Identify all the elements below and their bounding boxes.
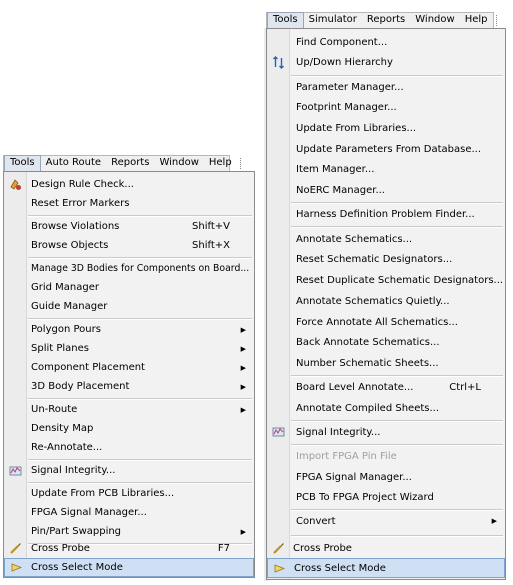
cross-probe-icon	[271, 541, 285, 555]
menu-item-label: Component Placement	[31, 362, 145, 373]
menu-item-board-level-annotate[interactable]	[267, 377, 505, 397]
menu-item-harness-definition-problem-finder[interactable]	[267, 204, 505, 224]
menu-item-label: Pin/Part Swapping	[31, 526, 122, 537]
menu-item-footprint-manager[interactable]	[267, 97, 505, 117]
menu-item-annotate-schematics[interactable]	[267, 229, 505, 249]
menu-item-label: Reset Duplicate Schematic Designators...	[296, 274, 504, 286]
menu-item-item-manager[interactable]	[267, 159, 505, 179]
menu-item-label: 3D Body Placement	[31, 381, 130, 392]
menu-item-fpga-signal-manager[interactable]	[267, 467, 505, 487]
menu-item-label: Re-Annotate...	[31, 442, 103, 453]
right-menubar-grip	[496, 15, 497, 26]
menu-item-update-parameters-from-database[interactable]	[267, 139, 505, 159]
menu-item-fpga-signal-manager[interactable]	[4, 503, 254, 522]
menu-item-label: Convert	[296, 515, 336, 527]
menu-item-re-annotate[interactable]	[4, 438, 254, 457]
menu-item-reset-duplicate-schematic-designators[interactable]	[267, 270, 505, 290]
menu-item-cross-select-mode[interactable]	[4, 558, 254, 577]
menu-item-polygon-pours[interactable]	[4, 320, 254, 339]
menu-item-design-rule-check[interactable]	[4, 175, 254, 194]
menu-item-signal-integrity[interactable]	[4, 461, 254, 480]
left-menubar-reports[interactable]: Reports	[111, 157, 150, 168]
menu-item-label: Annotate Compiled Sheets...	[296, 402, 440, 414]
menu-item-split-planes[interactable]	[4, 339, 254, 358]
right-menubar-simulator[interactable]: Simulator	[308, 14, 357, 25]
menu-item-signal-integrity[interactable]	[267, 422, 505, 442]
menu-item-label: Grid Manager	[31, 282, 99, 293]
menu-item-label: Annotate Schematics...	[296, 233, 413, 245]
menu-item-convert[interactable]	[267, 511, 505, 531]
left-tools-menu	[3, 171, 255, 578]
right-menubar-window[interactable]: Window	[415, 14, 455, 25]
menu-item-label: Signal Integrity...	[31, 465, 116, 476]
menu-separator	[291, 535, 503, 537]
menu-separator	[291, 226, 503, 228]
menu-item-label: Cross Probe	[293, 542, 352, 554]
signal-integrity-icon	[271, 425, 285, 439]
submenu-arrow-icon: ▶	[240, 527, 246, 536]
menu-item-label: Design Rule Check...	[31, 179, 134, 190]
menu-item-label: Manage 3D Bodies for Components on Board...	[31, 263, 250, 274]
cross-select-icon	[9, 561, 23, 575]
menu-item-cross-select-mode[interactable]	[267, 558, 505, 578]
menu-item-guide-manager[interactable]	[4, 297, 254, 316]
right-menubar-help[interactable]: Help	[464, 14, 488, 25]
menu-item-label: Board Level Annotate...	[296, 381, 414, 393]
menu-item-cross-probe[interactable]	[4, 539, 254, 558]
menu-item-label: Guide Manager	[31, 301, 108, 312]
cross-select-icon	[272, 561, 286, 575]
menu-item-un-route[interactable]	[4, 400, 254, 419]
menu-item-label: Signal Integrity...	[296, 426, 381, 438]
submenu-arrow-icon: ▶	[240, 344, 246, 353]
menu-item-label: Reset Schematic Designators...	[296, 253, 453, 265]
menu-item-label: FPGA Signal Manager...	[31, 507, 147, 518]
menu-item-label: NoERC Manager...	[296, 184, 385, 196]
menu-item-label: Cross Select Mode	[31, 562, 123, 573]
menu-item-up-down-hierarchy[interactable]	[267, 52, 505, 72]
menu-item-noerc-manager[interactable]	[267, 180, 505, 200]
menu-item-browse-violations[interactable]	[4, 217, 254, 236]
menu-item-annotate-compiled-sheets[interactable]	[267, 398, 505, 418]
drc-icon	[8, 178, 22, 192]
hierarchy-icon	[271, 55, 285, 69]
left-menubar-auto-route[interactable]: Auto Route	[45, 157, 102, 168]
menu-item-label: Cross Select Mode	[294, 562, 386, 574]
shortcut-label: Ctrl+L	[449, 381, 481, 393]
menu-item-label: Update Parameters From Database...	[296, 143, 482, 155]
menu-item-number-schematic-sheets[interactable]	[267, 353, 505, 373]
menu-item-label: Number Schematic Sheets...	[296, 357, 439, 369]
menu-item-back-annotate-schematics[interactable]	[267, 332, 505, 352]
submenu-arrow-icon: ▶	[240, 325, 246, 334]
menu-item-label: Update From Libraries...	[296, 122, 417, 134]
menu-item-import-fpga-pin-file[interactable]	[267, 446, 505, 466]
menu-item-label: Item Manager...	[296, 163, 375, 175]
menu-item-label: FPGA Signal Manager...	[296, 471, 412, 483]
shortcut-label: Shift+X	[192, 240, 230, 251]
shortcut-label: Shift+V	[192, 221, 230, 232]
menu-item-find-component[interactable]	[267, 32, 505, 52]
menu-item-pcb-to-fpga-project-wizard[interactable]	[267, 487, 505, 507]
menu-item-grid-manager[interactable]	[4, 278, 254, 297]
menu-item-label: Reset Error Markers	[31, 198, 130, 209]
cross-probe-icon	[8, 542, 22, 556]
menu-item-label: Browse Objects	[31, 240, 109, 251]
menu-item-cross-probe[interactable]	[267, 538, 505, 558]
menu-item-label: Import FPGA Pin File	[296, 450, 397, 462]
menu-item-label: Annotate Schematics Quietly...	[296, 295, 450, 307]
menu-item-label: Density Map	[31, 423, 94, 434]
menu-item-label: Browse Violations	[31, 221, 120, 232]
menu-item-manage-3d-bodies[interactable]	[4, 259, 254, 278]
right-menubar-reports[interactable]: Reports	[366, 14, 406, 25]
menu-item-label: Back Annotate Schematics...	[296, 336, 440, 348]
menu-item-label: Footprint Manager...	[296, 101, 397, 113]
right-tools-menu	[266, 28, 506, 580]
menu-item-3d-body-placement[interactable]	[4, 377, 254, 396]
menu-item-update-from-libraries[interactable]	[267, 118, 505, 138]
menu-item-parameter-manager[interactable]	[267, 77, 505, 97]
menu-item-label: Up/Down Hierarchy	[296, 56, 393, 68]
right-menubar	[266, 12, 494, 29]
menu-item-label: Find Component...	[296, 36, 388, 48]
left-menubar-window[interactable]: Window	[159, 157, 199, 168]
menu-item-label: Split Planes	[31, 343, 89, 354]
menu-item-label: Un-Route	[31, 404, 78, 415]
right-menubar-tools[interactable]: Tools	[267, 12, 304, 29]
menu-item-reset-schematic-designators[interactable]	[267, 249, 505, 269]
submenu-arrow-icon: ▶	[240, 405, 246, 414]
menu-item-label: Force Annotate All Schematics...	[296, 316, 458, 328]
left-menubar-grip	[240, 158, 241, 169]
menu-item-label: Parameter Manager...	[296, 81, 404, 93]
left-menubar-tools[interactable]: Tools	[4, 155, 41, 172]
submenu-arrow-icon: ▶	[491, 517, 497, 525]
submenu-arrow-icon: ▶	[240, 363, 246, 372]
left-menubar-help[interactable]: Help	[208, 157, 232, 168]
menu-item-label: Polygon Pours	[31, 324, 101, 335]
menu-item-update-from-pcb-libraries[interactable]	[4, 484, 254, 503]
menu-item-label: Cross Probe	[31, 543, 90, 554]
submenu-arrow-icon: ▶	[240, 382, 246, 391]
menu-item-label: Update From PCB Libraries...	[31, 488, 175, 499]
menu-item-label: PCB To FPGA Project Wizard	[296, 491, 434, 503]
menu-item-browse-objects[interactable]	[4, 236, 254, 255]
menu-item-annotate-schematics-quietly[interactable]	[267, 291, 505, 311]
menu-item-reset-error-markers[interactable]	[4, 194, 254, 213]
left-menubar	[3, 155, 230, 172]
menu-item-density-map[interactable]	[4, 419, 254, 438]
menu-item-force-annotate-all-schematics[interactable]	[267, 312, 505, 332]
menu-item-label: Harness Definition Problem Finder...	[296, 208, 475, 220]
shortcut-label: F7	[217, 543, 230, 554]
signal-integrity-icon	[8, 464, 22, 478]
menu-item-component-placement[interactable]	[4, 358, 254, 377]
